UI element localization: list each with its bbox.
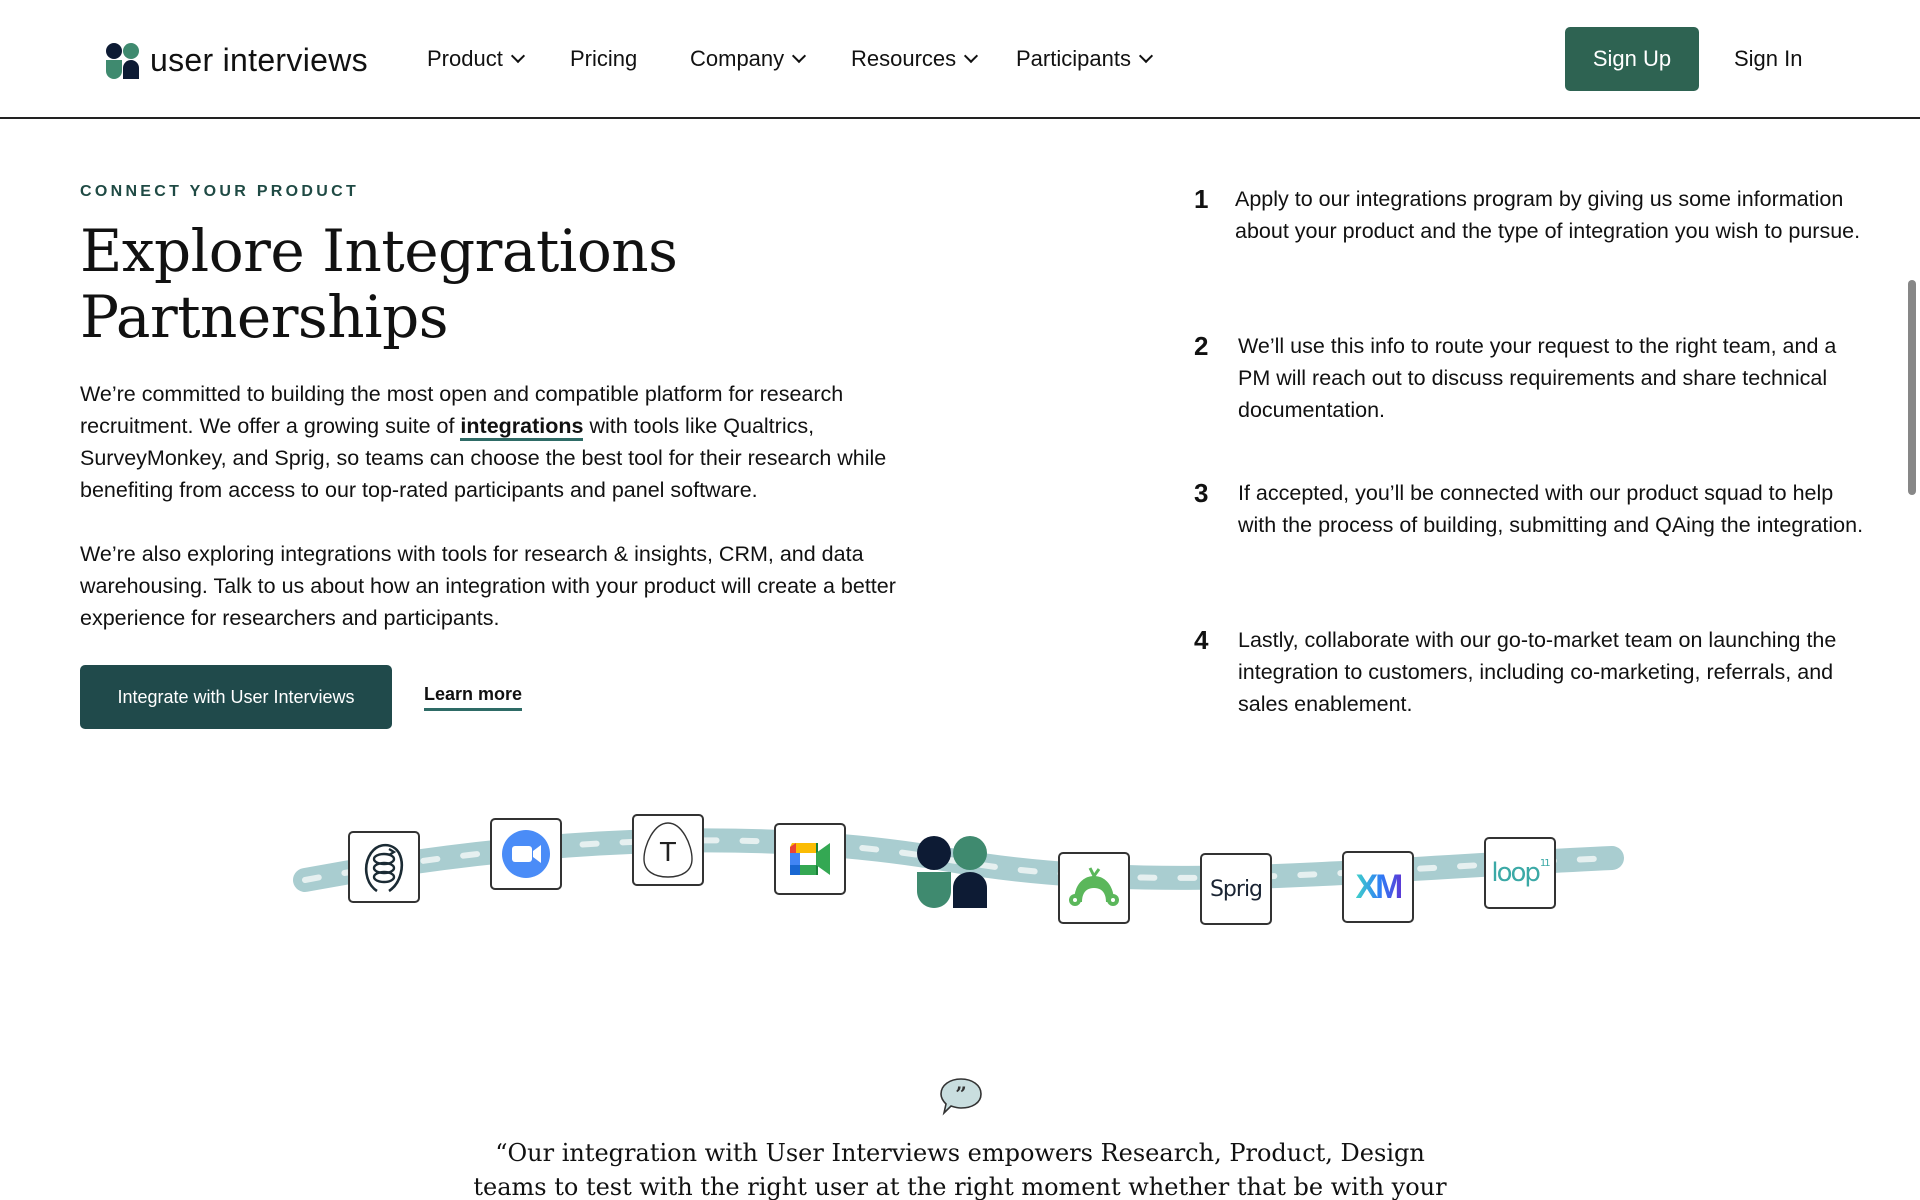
step-2 — [1194, 330, 1874, 426]
step-text: We’ll use this info to route your request to the right team, and a PM will reach out to discuss requirements and share technical documentation. — [1238, 334, 1837, 422]
testimonial-quote — [440, 1136, 1480, 1200]
integration-sprig[interactable] — [1200, 853, 1272, 925]
exploring-paragraph: We’re also exploring integrations with tools for research & insights, CRM, and data warehousing. Talk to us about how an integration with your product will create a better experience for researchers and participants. — [80, 542, 896, 630]
integration-spiral[interactable] — [348, 831, 420, 903]
integration-typeform[interactable] — [632, 814, 704, 886]
user-interviews-logo-icon — [106, 43, 140, 79]
surveymonkey-icon — [1066, 864, 1122, 912]
intro-paragraph — [80, 378, 940, 506]
learn-more-link[interactable]: Learn more — [424, 684, 522, 711]
step-number: 3 — [1194, 477, 1238, 541]
integrate-button[interactable]: Integrate with User Interviews — [80, 665, 392, 729]
nav-product-label: Product — [427, 46, 503, 71]
step-text: Lastly, collaborate with our go-to-market team on launching the integration to customers, including co-marketing, referrals, and sales enablement. — [1238, 628, 1837, 716]
nav-product[interactable] — [427, 46, 523, 72]
google-meet-icon — [786, 839, 834, 879]
step-text: If accepted, you’ll be connected with our product squad to help with the process of building, submitting and QAing the integration. — [1238, 481, 1864, 537]
step-number: 1 — [1194, 183, 1235, 247]
integrations-link[interactable]: integrations — [460, 414, 583, 441]
page-scrollbar[interactable] — [1908, 280, 1916, 495]
nav-pricing-label: Pricing — [570, 46, 638, 71]
nav-resources-label: Resources — [851, 46, 957, 71]
qualtrics-xm-icon: XM — [1355, 867, 1401, 906]
loop11-wordmark: loop — [1491, 858, 1539, 888]
sprig-icon: Sprig — [1209, 876, 1263, 902]
integration-zoom[interactable] — [490, 818, 562, 890]
typeform-icon — [638, 819, 698, 881]
step-3 — [1194, 477, 1874, 541]
nav-participants[interactable] — [1016, 46, 1151, 72]
chevron-down-icon — [964, 49, 978, 63]
nav-pricing[interactable] — [570, 46, 637, 72]
integration-qualtrics[interactable] — [1342, 851, 1414, 923]
typeform-glyph: T — [660, 838, 676, 868]
eyebrow-label: CONNECT YOUR PRODUCT — [80, 183, 360, 200]
integration-surveymonkey[interactable] — [1058, 852, 1130, 924]
svg-text:”: ” — [955, 1082, 967, 1106]
loop11-superscript: 11 — [1539, 858, 1549, 869]
user-interviews-icon — [916, 836, 988, 908]
chevron-down-icon — [511, 49, 525, 63]
zoom-icon — [501, 829, 551, 879]
intro-text-continued: with tools like Qualtrics, SurveyMonkey, and Sprig, so teams can choose the best tool for their research while benefiting from access to our top-rated participants and panel software. — [80, 414, 887, 502]
integration-google-meet[interactable] — [774, 823, 846, 895]
logo-text: user interviews — [150, 42, 368, 78]
nav-resources[interactable] — [851, 46, 976, 72]
step-number: 4 — [1194, 624, 1238, 720]
step-number: 2 — [1194, 330, 1238, 426]
integration-user-interviews — [916, 836, 988, 908]
logo[interactable] — [106, 42, 368, 79]
quote-line-1: “Our integration with User Interviews empowers Research, Product, Design — [495, 1139, 1425, 1167]
step-text: Apply to our integrations program by giving us some information about your product and the type of integration you wish to pursue. — [1235, 187, 1861, 243]
sign-up-button[interactable]: Sign Up — [1565, 27, 1699, 91]
top-nav — [0, 0, 1920, 119]
chevron-down-icon — [792, 49, 806, 63]
sign-in-link[interactable]: Sign In — [1734, 46, 1803, 71]
step-1 — [1194, 183, 1874, 247]
intro-text: We’re committed to building the most open and compatible platform for research recruitment. We offer a growing suite of — [80, 382, 844, 438]
nav-participants-label: Participants — [1016, 46, 1131, 71]
quote-bubble-icon — [938, 1076, 984, 1121]
nav-company-label: Company — [690, 46, 785, 71]
page-title: Explore Integrations Partnerships — [80, 217, 678, 351]
spiral-icon — [359, 839, 409, 895]
chevron-down-icon — [1139, 49, 1153, 63]
step-4 — [1194, 624, 1874, 720]
nav-company[interactable] — [690, 46, 804, 72]
integration-loop11[interactable] — [1484, 837, 1556, 909]
quote-line-2: teams to test with the right user at the right moment whether that be with your — [473, 1173, 1447, 1200]
loop11-icon — [1491, 858, 1548, 888]
integrations-road — [0, 780, 1920, 980]
